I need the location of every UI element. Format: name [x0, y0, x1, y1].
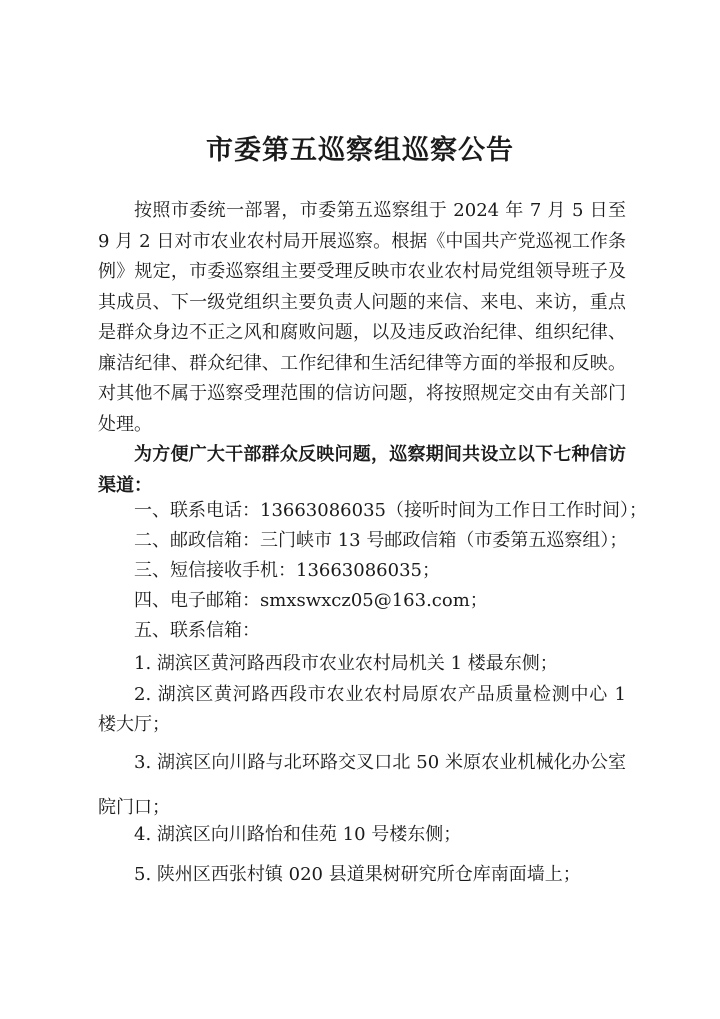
paragraph-channels-heading: 为方便广大干部群众反映问题，巡察期间共设立以下七种信访渠道： — [98, 444, 626, 496]
mailbox-item-3: 3. 湖滨区向川路与北环路交叉口北 50 米原农业机械化办公室院门口； — [98, 752, 626, 818]
mailbox-item-4: 4. 湖滨区向川路怡和佳苑 10 号楼东侧； — [134, 824, 462, 845]
mailbox-item-2: 2. 湖滨区黄河路西段市农业农村局原农产品质量检测中心 1 楼大厅； — [98, 684, 626, 735]
channel-item-email: 四、电子邮箱：smxswxcz05@163.com； — [134, 590, 488, 611]
channel-item-sms: 三、短信接收手机：13663086035； — [134, 560, 440, 581]
mailbox-item-1: 1. 湖滨区黄河路西段市农业农村局机关 1 楼最东侧； — [134, 653, 558, 674]
channel-item-mailbox-heading: 五、联系信箱： — [134, 620, 260, 641]
paragraph-intro: 按照市委统一部署，市委第五巡察组于 2024 年 7 月 5 日至 9 月 2 日对市农业农村局开展巡察。根据《中国共产党巡视工作条例》规定，市委巡察组主要受理反映市农业农村局党组领导班子及其成员、下一级党组织主要负责人问题的来信、来电、来访，重点是群众身边不正之风和腐败问题，以及违反政治纪律、组织纪律、廉洁纪律、群众纪律、工作纪律和生活纪律等方面的举报和反映。对其他不属于巡察受理范围的信访问题，将按照规定交由有关部门处理。 — [98, 200, 626, 435]
channel-item-phone: 一、联系电话：13663086035（接听时间为工作日工作时间）； — [134, 500, 647, 521]
mailbox-item-5: 5. 陕州区西张村镇 020 县道果树研究所仓库南面墙上； — [134, 864, 581, 885]
page-title: 市委第五巡察组巡察公告 — [206, 135, 514, 166]
channel-item-postbox: 二、邮政信箱：三门峡市 13 号邮政信箱（市委第五巡察组）； — [134, 530, 628, 551]
body-text — [98, 196, 626, 501]
